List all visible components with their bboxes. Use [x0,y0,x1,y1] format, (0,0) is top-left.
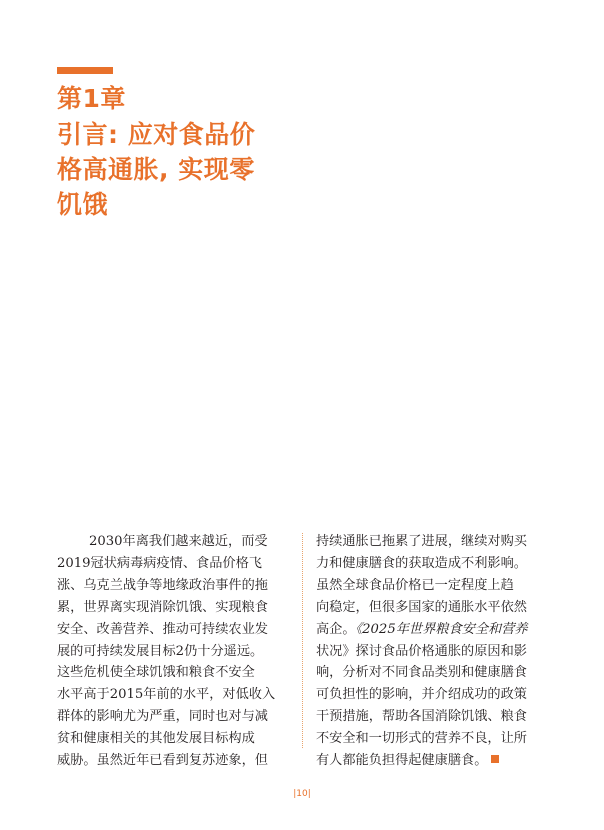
body-line: 安全、改善营养、推动可持续农业发 [57,621,268,637]
chapter-title-line: 饥饿 [57,190,109,219]
body-line: 群体的影响尤为严重，同时也对与减 [57,709,268,725]
body-line: 贫和健康相关的其他发展目标构成 [57,731,255,747]
body-line-with-book-title [316,619,554,641]
body-line: 2030年离我们越来越近，而受 [89,534,268,549]
body-line: 持续通胀已拖累了进展，继续对购买 [316,534,527,549]
body-line: 这些危机使全球饥饿和粮食不安全 [57,665,255,681]
body-line: 状况》探讨食品价格通胀的原因和影 [316,643,527,659]
body-line: 涨、乌克兰战争等地缘政治事件的拖 [57,577,268,593]
body-column-right [316,531,554,772]
chapter-label: 第1章 [57,84,126,113]
chapter-title [57,117,293,222]
body-line-text: 高企。 [316,621,356,637]
body-line-text: 有人都能负担得起健康膳食。 [316,753,488,769]
body-line: 水平高于2015年前的水平，对低收入 [57,687,276,703]
body-line-last [316,750,554,772]
page-number: |10| [293,789,311,799]
body-line: 累，世界离实现消除饥饿、实现粮食 [57,599,268,615]
body-column-left [57,531,295,772]
body-line: 展的可持续发展目标2仍十分遥远。 [57,643,264,659]
end-of-article-square-icon [491,755,499,763]
chapter-title-line: 格高通胀, 实现零 [57,155,255,184]
body-line: 干预措施，帮助各国消除饥饿、粮食 [316,709,527,725]
body-line: 威胁。虽然近年已看到复苏迹象，但 [57,753,268,769]
body-line: 响，分析对不同食品类别和健康膳食 [316,665,527,681]
body-line: 向稳定，但很多国家的通胀水平依然 [316,599,527,615]
body-line: 可负担性的影响，并介绍成功的政策 [316,687,527,703]
chapter-accent-bar [57,67,113,74]
body-line: 2019冠状病毒病疫情、食品价格飞 [57,555,262,571]
body-line: 不安全和一切形式的营养不良，让所 [316,731,527,747]
body-line: 力和健康膳食的获取造成不利影响。 [316,555,527,571]
column-divider [302,533,303,748]
body-line: 虽然全球食品价格已一定程度上趋 [316,577,514,593]
chapter-title-line: 引言: 应对食品价 [57,120,256,149]
report-title-reference: 《2025年世界粮食安全和营养 [355,621,528,637]
